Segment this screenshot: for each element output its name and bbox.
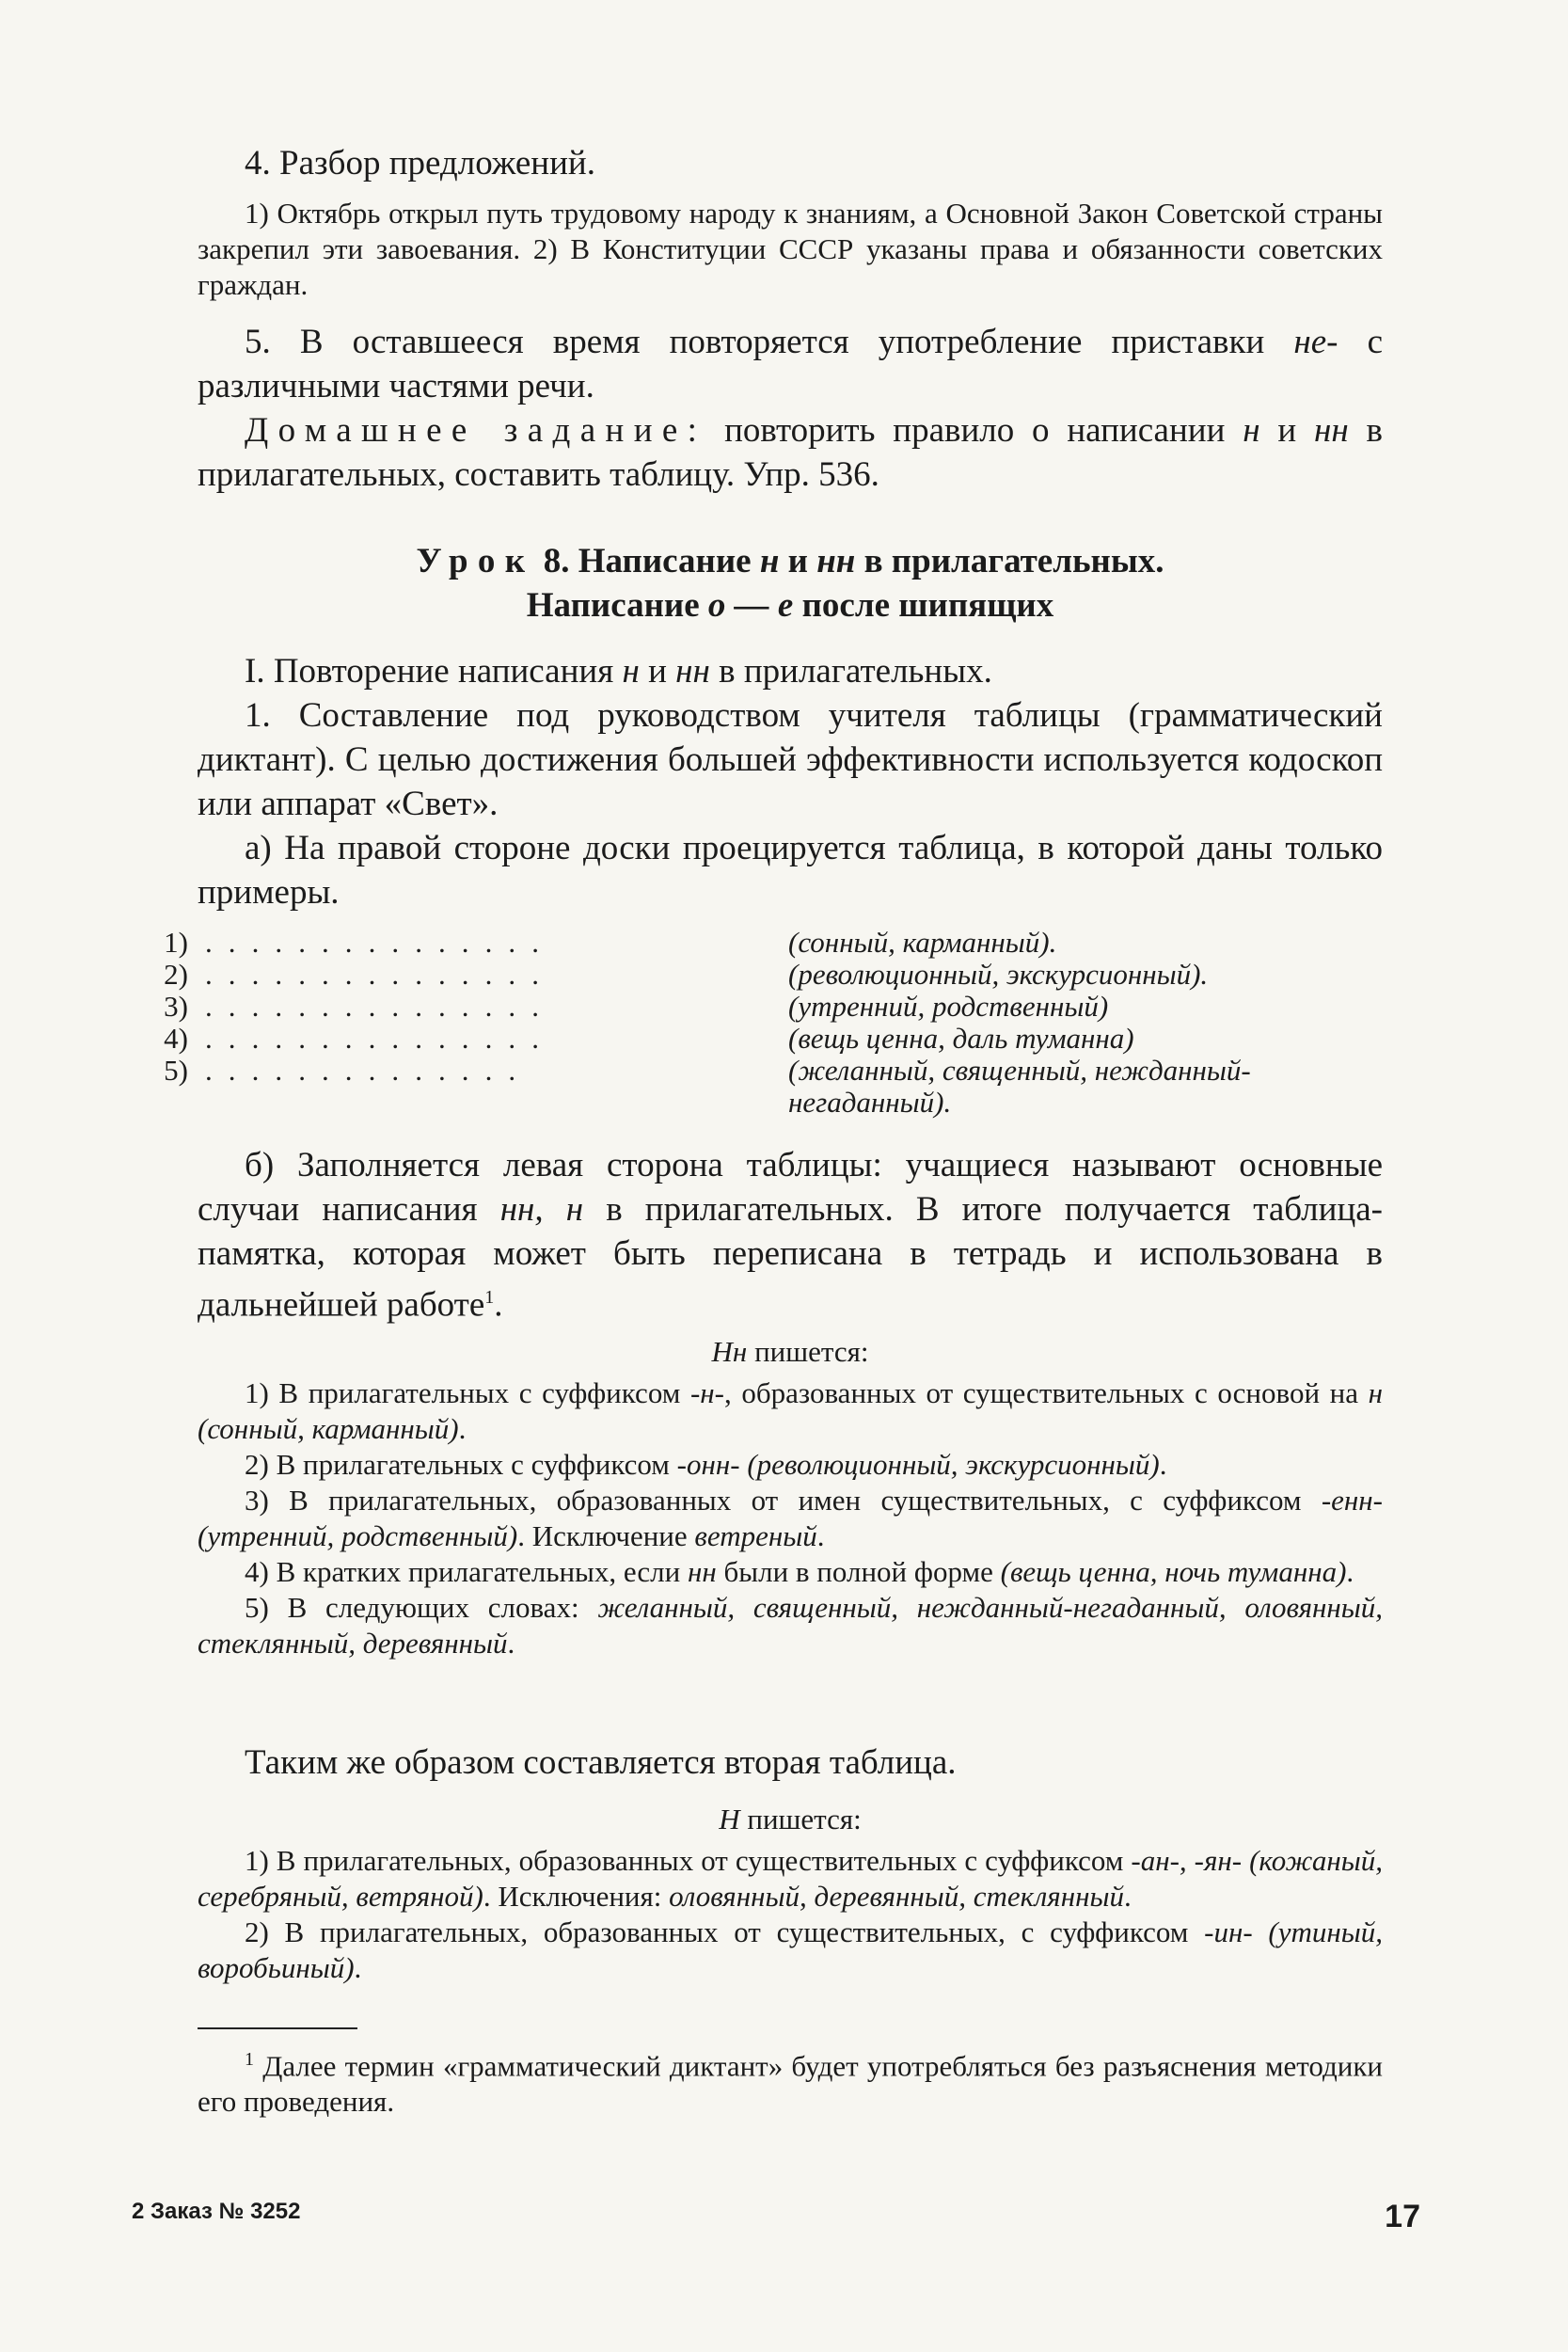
nn-rule-2: 2) В прилагательных с суффиксом -онн- (революционный, экскурсионный).: [245, 1448, 1167, 1481]
homework: Домашнее задание: повторить правило о написании н и нн в прилагательных, составить таблицу. Упр. 536.: [198, 411, 1383, 494]
body-text: [198, 649, 1383, 914]
footnote-marker: 1: [484, 1287, 495, 1308]
second-table-text: Таким же образом составляется вторая таблица.: [245, 1743, 957, 1782]
nn-rules-title: Нн пишется:: [711, 1335, 869, 1368]
page-number: 17: [1385, 2199, 1420, 2234]
n-rules: [198, 1802, 1383, 1986]
example-row: 5) .............. (желанный, священный, нежданный-негаданный).: [164, 1054, 1251, 1119]
n-rules-title: Н пишется:: [719, 1803, 862, 1836]
body-p1: I. Повторение написания н и нн в прилагательных.: [245, 652, 992, 691]
examples-list: [160, 927, 1392, 1119]
section-4-heading: 4. Разбор предложений.: [245, 144, 595, 183]
homework-label: Домашнее задание:: [245, 411, 707, 450]
n-rule-2: 2) В прилагательных, образованных от существительных, с суффиксом -ин- (утиный, воробьиный).: [198, 1915, 1383, 1984]
fill-paragraph: б) Заполняется левая сторона таблицы: учащиеся называют основные случаи написания нн, н в прилагательных. В итоге получается таблица-памятка, которая может быть переписана в тетрадь и использована в дальнейшей работе$^1$.: [198, 1146, 1383, 1325]
body-p3: а) На правой стороне доски проецируется таблица, в которой даны только примеры.: [198, 829, 1383, 912]
nn-rules: [198, 1334, 1383, 1661]
footnote: $^1$ Далее термин «грамматический диктант» будет употребляться без разъяснения методики его проведения.: [198, 2049, 1383, 2119]
example-row: 4) ............... (вещь ценна, даль туманна): [164, 1022, 1134, 1055]
nn-rule-1: 1) В прилагательных с суффиксом -н-, образованных от существительных с основой на н (сонный, карманный).: [198, 1376, 1383, 1445]
example-row: 1) ............... (сонный, карманный).: [164, 926, 1057, 959]
print-order: 2 Заказ № 3252: [132, 2199, 301, 2224]
nn-rule-5: 5) В следующих словах: желанный, священный, нежданный-негаданный, оловянный, стеклянный, деревянный.: [198, 1591, 1383, 1660]
nn-rule-3: 3) В прилагательных, образованных от имен существительных, с суффиксом -енн- (утренний, родственный). Исключение ветреный.: [198, 1484, 1383, 1552]
lesson-title: [198, 539, 1383, 628]
lesson-title-line2: Написание о — е после шипящих: [526, 586, 1054, 625]
section-5-paragraph: 5. В оставшееся время повторяется употребление приставки не- с различными частями речи.: [198, 323, 1383, 405]
example-row: 2) ............... (революционный, экскурсионный).: [164, 958, 1209, 991]
lesson-title-line1: Урок 8. Написание н и нн в прилагательных.: [416, 542, 1164, 580]
example-row: 3) ............... (утренний, родственный): [164, 990, 1109, 1023]
n-rule-1: 1) В прилагательных, образованных от существительных с суффиксом -ан-, -ян- (кожаный, серебряный, ветряной). Исключения: оловянный, деревянный, стеклянный.: [198, 1844, 1383, 1913]
section-4-text: 1) Октябрь открыл путь трудовому народу к знаниям, а Основной Закон Советской страны закрепил эти завоевания. 2) В Конституции СССР указаны права и обязанности советских граждан.: [198, 197, 1383, 301]
footnote-divider: [198, 2027, 357, 2029]
nn-rule-4: 4) В кратких прилагательных, если нн были в полной форме (вещь ценна, ночь туманна).: [245, 1555, 1354, 1588]
section-5: [198, 320, 1383, 497]
body-p2: 1. Составление под руководством учителя таблицы (грамматический диктант). С целью достижения большей эффективности используется кодоскоп или аппарат «Свет».: [198, 696, 1383, 823]
page-footer: [132, 2199, 1420, 2235]
